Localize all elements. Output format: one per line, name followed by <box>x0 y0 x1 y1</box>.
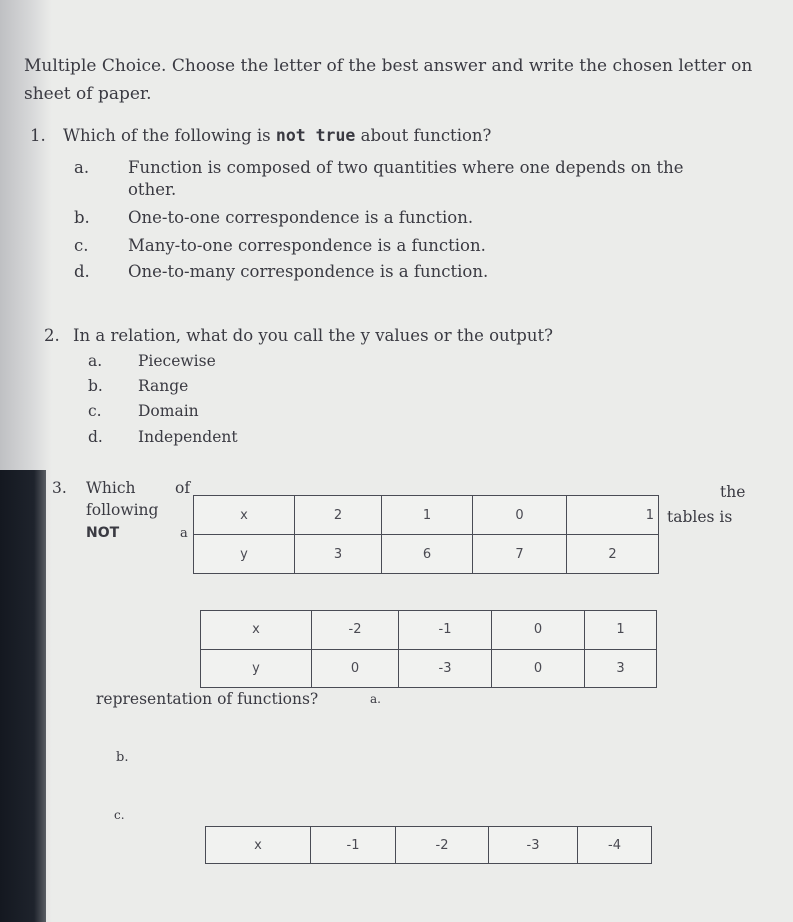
q3-option-a-label: a. <box>370 692 381 706</box>
table-2 <box>200 610 657 688</box>
table-cell: 2 <box>295 496 382 535</box>
q1-option-b <box>74 208 473 227</box>
q3-word-a-fragment: a <box>180 526 188 541</box>
table-cell: x <box>201 611 312 650</box>
option-letter: d. <box>74 262 90 281</box>
option-text: Function is composed of two quantities where one depends on the <box>128 158 684 177</box>
table-cell: -4 <box>578 827 652 864</box>
option-letter: d. <box>88 428 103 446</box>
question-1 <box>30 126 491 145</box>
q1-option-a <box>74 158 684 177</box>
q3-word-tables-is: tables is <box>667 508 733 526</box>
q3-word-representation: representation of functions? <box>96 690 319 708</box>
option-letter: c. <box>74 236 89 255</box>
table-cell: -1 <box>311 827 396 864</box>
option-letter: b. <box>88 377 103 395</box>
table-cell: 1 <box>585 611 657 650</box>
q3-word-which: Which <box>86 479 136 497</box>
question-2 <box>44 326 553 345</box>
q2-number: 2. <box>44 326 60 345</box>
option-text: One-to-one correspondence is a function. <box>128 208 474 227</box>
instructions: Multiple Choice. Choose the letter of the best answer and write the chosen letter on sheet of paper. <box>24 56 753 104</box>
table-cell: 1 <box>382 496 473 535</box>
q3-word-not: NOT <box>86 525 120 541</box>
q2-option-b <box>88 377 188 395</box>
table-cell: 0 <box>492 649 585 688</box>
q3-option-c-label: c. <box>114 808 125 822</box>
q3-word-of: of <box>175 479 191 497</box>
desk-edge <box>0 470 46 922</box>
table-cell: x <box>194 496 295 535</box>
table-3 <box>205 826 652 864</box>
q3-word-the: the <box>720 483 746 501</box>
table-cell: -1 <box>399 611 492 650</box>
q2-option-c <box>88 402 199 420</box>
q1-text-after: about function? <box>360 126 492 145</box>
option-letter: a. <box>74 158 90 177</box>
option-text: One-to-many correspondence is a function. <box>128 262 489 281</box>
option-letter: c. <box>88 402 102 420</box>
q2-option-a <box>88 352 216 370</box>
table-cell: 6 <box>382 535 473 574</box>
q2-text: In a relation, what do you call the y values or the output? <box>73 326 553 345</box>
table-cell: 0 <box>492 611 585 650</box>
q1-emphasis: not true <box>275 126 356 145</box>
table-cell: -3 <box>399 649 492 688</box>
option-letter: b. <box>74 208 90 227</box>
option-letter: a. <box>88 352 103 370</box>
option-text: Range <box>138 377 189 395</box>
q2-option-d <box>88 428 238 446</box>
table-cell: 3 <box>585 649 657 688</box>
q1-option-c <box>74 236 486 255</box>
q3-option-b-label: b. <box>116 750 129 765</box>
table-row-x <box>201 611 657 650</box>
table-cell: 7 <box>473 535 567 574</box>
table-1 <box>193 495 659 574</box>
option-text: Many-to-one correspondence is a function. <box>128 236 486 255</box>
table-cell: 0 <box>312 649 399 688</box>
q3-word-following: following <box>86 501 159 519</box>
option-text: Domain <box>138 402 199 420</box>
option-text: Piecewise <box>138 352 216 370</box>
table-cell: y <box>201 649 312 688</box>
option-text: Independent <box>138 428 238 446</box>
table-cell: -2 <box>312 611 399 650</box>
table-row-y <box>194 535 659 574</box>
table-cell: -3 <box>489 827 578 864</box>
table-row-x <box>206 827 652 864</box>
q1-number: 1. <box>30 126 46 145</box>
table-cell: x <box>206 827 311 864</box>
q1-text-before: Which of the following is <box>63 126 271 145</box>
table-row-x <box>194 496 659 535</box>
table-cell: 0 <box>473 496 567 535</box>
q1-option-a-cont: other. <box>128 180 177 199</box>
q3-number: 3. <box>52 479 67 497</box>
table-cell: 2 <box>567 535 659 574</box>
table-cell: y <box>194 535 295 574</box>
table-row-y <box>201 649 657 688</box>
table-cell: 3 <box>295 535 382 574</box>
table-cell: -2 <box>396 827 489 864</box>
q1-option-d <box>74 262 488 281</box>
table-cell: 1 <box>567 496 659 535</box>
